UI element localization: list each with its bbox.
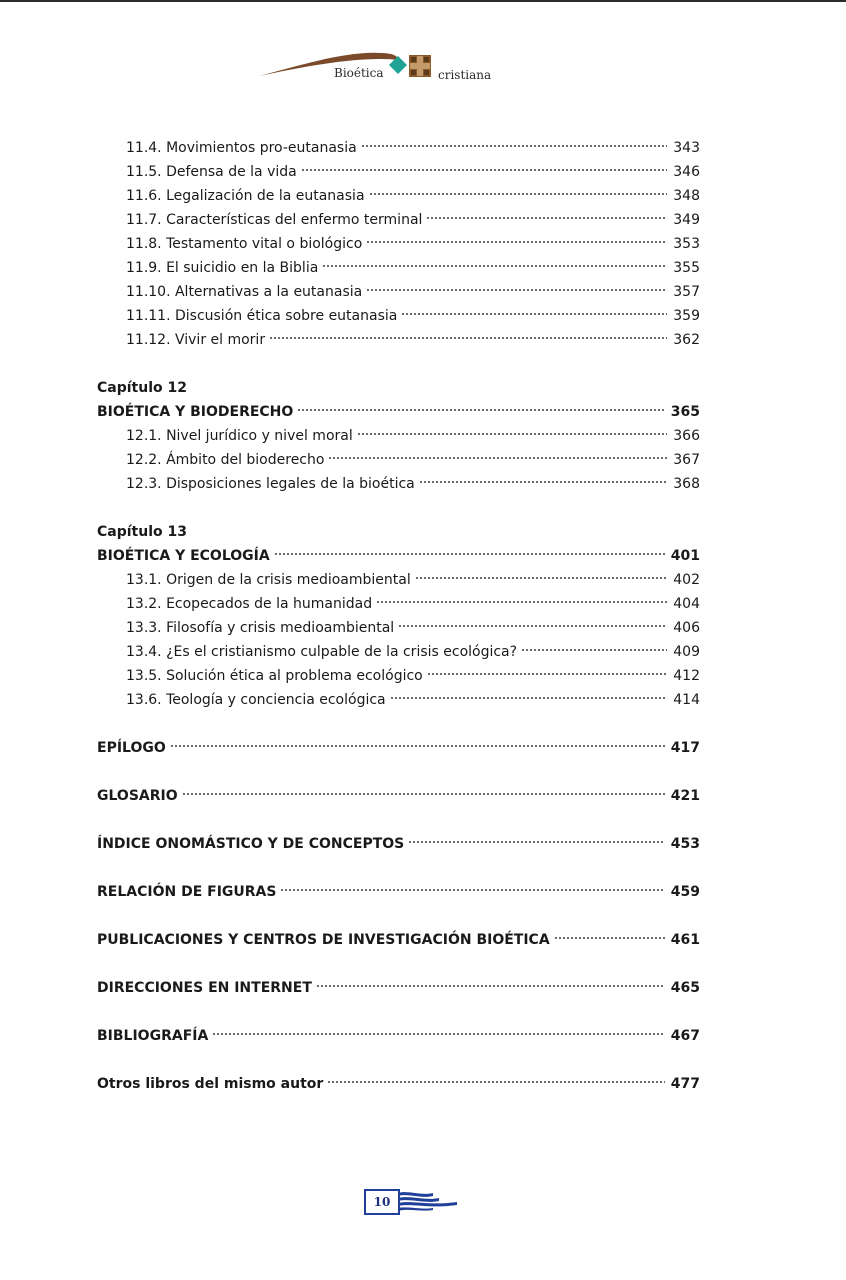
- toc-section-glosario[interactable]: [97, 784, 700, 808]
- toc-entry-title: 12.2. Ámbito del bioderecho: [126, 452, 325, 468]
- section-title: DIRECCIONES EN INTERNET: [97, 980, 312, 996]
- toc-entry-page: 346: [673, 164, 700, 180]
- toc-entry-title: 11.11. Discusión ética sobre eutanasia: [126, 308, 398, 324]
- section-page: 465: [670, 980, 700, 996]
- dot-leader: [398, 624, 667, 628]
- logo-text-bioetica: Bioética: [334, 66, 384, 80]
- chapter-title: BIOÉTICA Y ECOLOGÍA: [97, 548, 270, 564]
- toc-entry-page: 368: [673, 476, 700, 492]
- toc-entry[interactable]: [97, 208, 700, 232]
- section-page: 459: [670, 884, 700, 900]
- chapter-title: BIOÉTICA Y BIODERECHO: [97, 404, 294, 420]
- toc-entry-title: 12.3. Disposiciones legales de la bioética: [126, 476, 415, 492]
- toc-entry-page: 402: [673, 572, 700, 588]
- toc-entry[interactable]: [97, 304, 700, 328]
- toc-entry[interactable]: [97, 616, 700, 640]
- header-logo: [255, 44, 495, 88]
- section-page: 453: [670, 836, 700, 852]
- section-title: ÍNDICE ONOMÁSTICO Y DE CONCEPTOS: [97, 836, 405, 852]
- dot-leader: [327, 1080, 664, 1084]
- dot-leader: [427, 672, 668, 676]
- toc-entry-page: 349: [673, 212, 700, 228]
- section-title: RELACIÓN DE FIGURAS: [97, 884, 277, 900]
- toc-entry-page: 412: [673, 668, 700, 684]
- toc-entry-title: 13.2. Ecopecados de la humanidad: [126, 596, 373, 612]
- chapter-page: 365: [670, 404, 700, 420]
- toc-entry-title: 11.10. Alternativas a la eutanasia: [126, 284, 363, 300]
- dot-leader: [554, 936, 665, 940]
- toc-entry-title: 13.5. Solución ética al problema ecológico: [126, 668, 423, 684]
- toc-entry[interactable]: [97, 232, 700, 256]
- top-border-line: [0, 0, 846, 2]
- dot-leader: [301, 168, 668, 172]
- toc-entry-title: 11.7. Características del enfermo terminal: [126, 212, 423, 228]
- section-title: BIBLIOGRAFÍA: [97, 1028, 209, 1044]
- toc-entry-page: 348: [673, 188, 700, 204]
- dot-leader: [366, 240, 667, 244]
- dot-leader: [415, 576, 668, 580]
- dot-leader: [419, 480, 668, 484]
- dot-leader: [328, 456, 667, 460]
- dot-leader: [390, 696, 668, 700]
- section-page: 461: [670, 932, 700, 948]
- toc-entry-title: 12.1. Nivel jurídico y nivel moral: [126, 428, 353, 444]
- section-title: PUBLICACIONES Y CENTROS DE INVESTIGACIÓN BIOÉTICA: [97, 932, 550, 948]
- toc-entry[interactable]: [97, 328, 700, 352]
- toc-section-publicaciones[interactable]: [97, 928, 700, 952]
- dot-leader: [280, 888, 664, 892]
- toc-section-epilogo[interactable]: [97, 736, 700, 760]
- section-page: 421: [670, 788, 700, 804]
- toc-section-otros-libros[interactable]: [97, 1072, 700, 1096]
- dot-leader: [426, 216, 667, 220]
- chapter-label: Capítulo 13: [97, 524, 187, 540]
- toc-entry-title: 11.8. Testamento vital o biológico: [126, 236, 363, 252]
- toc-entry-title: 11.4. Movimientos pro-eutanasia: [126, 140, 357, 156]
- logo-text-cristiana: cristiana: [438, 68, 492, 82]
- chapter-page: 401: [670, 548, 700, 564]
- dot-leader: [274, 552, 665, 556]
- dot-leader: [322, 264, 667, 268]
- chapter-label: Capítulo 12: [97, 380, 187, 396]
- toc-entry[interactable]: [97, 160, 700, 184]
- dot-leader: [170, 744, 665, 748]
- toc-entry-title: 13.3. Filosofía y crisis medioambiental: [126, 620, 395, 636]
- toc-entry[interactable]: [97, 472, 700, 496]
- dot-leader: [297, 408, 664, 412]
- toc-entry-page: 406: [673, 620, 700, 636]
- section-page: 467: [670, 1028, 700, 1044]
- toc-entry-title: 13.1. Origen de la crisis medioambiental: [126, 572, 411, 588]
- toc-entry-title: 11.6. Legalización de la eutanasia: [126, 188, 365, 204]
- dot-leader: [521, 648, 667, 652]
- dot-leader: [212, 1032, 664, 1036]
- dot-leader: [401, 312, 667, 316]
- section-title: EPÍLOGO: [97, 740, 166, 756]
- toc-entry-page: 353: [673, 236, 700, 252]
- toc-entry-page: 414: [673, 692, 700, 708]
- toc-entry-page: 357: [673, 284, 700, 300]
- page-number: 10: [364, 1189, 400, 1215]
- dot-leader: [361, 144, 668, 148]
- dot-leader: [376, 600, 667, 604]
- toc-entry-page: 404: [673, 596, 700, 612]
- toc-section-indice[interactable]: [97, 832, 700, 856]
- dot-leader: [369, 192, 668, 196]
- section-title: GLOSARIO: [97, 788, 178, 804]
- toc-entry-title: 13.4. ¿Es el cristianismo culpable de la crisis ecológica?: [126, 644, 518, 660]
- toc-entry-title: 13.6. Teología y conciencia ecológica: [126, 692, 386, 708]
- toc-entry-page: 343: [673, 140, 700, 156]
- toc-entry[interactable]: [97, 688, 700, 712]
- toc-entry[interactable]: [97, 568, 700, 592]
- dot-leader: [408, 840, 665, 844]
- toc-entry[interactable]: [97, 640, 700, 664]
- toc-entry[interactable]: [97, 256, 700, 280]
- dot-leader: [366, 288, 667, 292]
- toc-entry-page: 355: [673, 260, 700, 276]
- toc-entry[interactable]: [97, 448, 700, 472]
- toc-entry[interactable]: [97, 280, 700, 304]
- page-number-badge: [363, 1188, 459, 1214]
- toc-entry[interactable]: [97, 424, 700, 448]
- dot-leader: [357, 432, 668, 436]
- section-page: 417: [670, 740, 700, 756]
- dot-leader: [269, 336, 667, 340]
- dot-leader: [182, 792, 665, 796]
- toc-section-direcciones[interactable]: [97, 976, 700, 1000]
- toc-entry-title: 11.12. Vivir el morir: [126, 332, 266, 348]
- toc-section-bibliografia[interactable]: [97, 1024, 700, 1048]
- table-of-contents: [97, 136, 700, 1096]
- toc-entry-page: 409: [673, 644, 700, 660]
- toc-entry-page: 359: [673, 308, 700, 324]
- toc-entry-title: 11.5. Defensa de la vida: [126, 164, 297, 180]
- toc-entry[interactable]: [97, 136, 700, 160]
- dot-leader: [316, 984, 665, 988]
- toc-chapter-title[interactable]: [97, 544, 700, 568]
- toc-entry[interactable]: [97, 184, 700, 208]
- toc-entry[interactable]: [97, 592, 700, 616]
- toc-entry[interactable]: [97, 664, 700, 688]
- toc-entry-page: 366: [673, 428, 700, 444]
- toc-entry-page: 367: [673, 452, 700, 468]
- toc-section-figuras[interactable]: [97, 880, 700, 904]
- toc-chapter-title[interactable]: [97, 400, 700, 424]
- section-title: Otros libros del mismo autor: [97, 1076, 324, 1092]
- toc-entry-title: 11.9. El suicidio en la Biblia: [126, 260, 319, 276]
- section-page: 477: [670, 1076, 700, 1092]
- toc-entry-page: 362: [673, 332, 700, 348]
